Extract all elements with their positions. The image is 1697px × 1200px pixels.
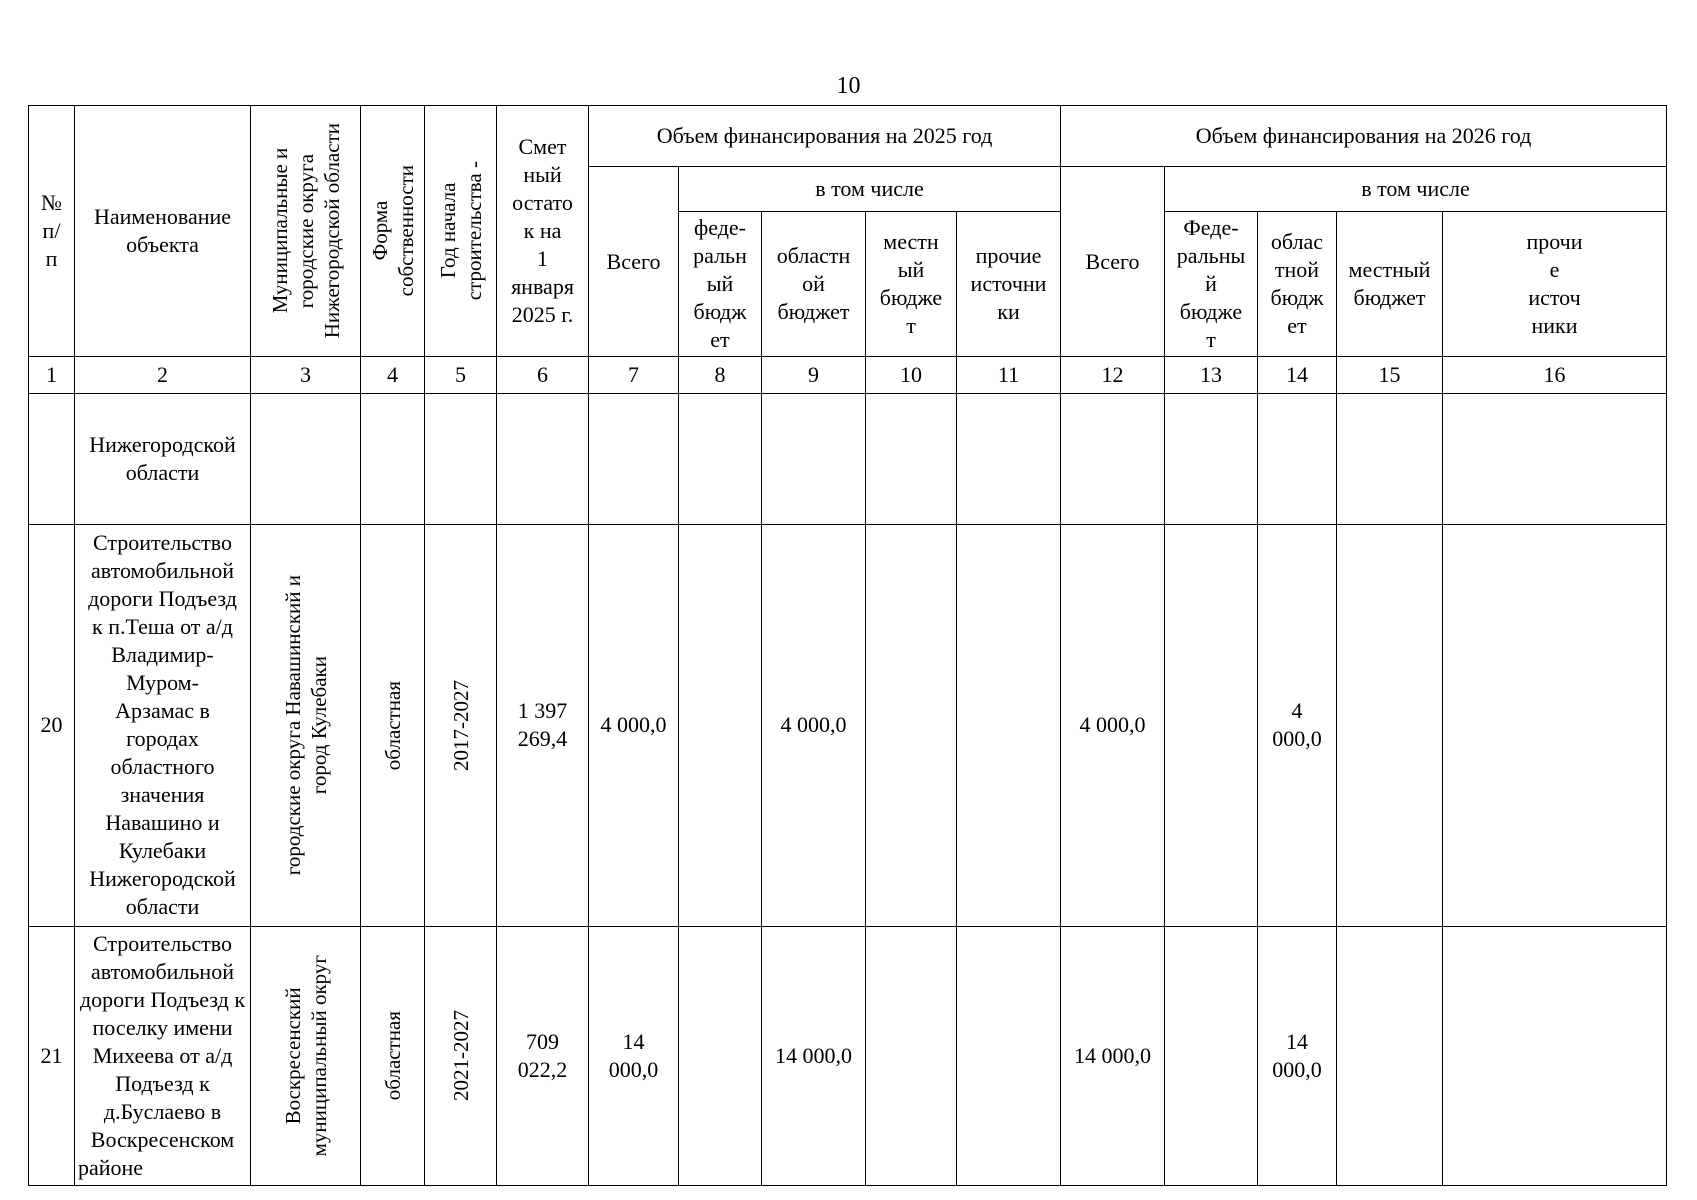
row-oth-2025 xyxy=(957,393,1061,524)
row-reg-2026: 14 000,0 xyxy=(1258,926,1337,1185)
row-reg-2025: 4 000,0 xyxy=(762,524,866,926)
header-total-2025: Всего xyxy=(589,167,679,356)
header-oth-2026: прочи е источ ники xyxy=(1443,212,1667,356)
header-fed-2026: Феде- ральны й бюдже т xyxy=(1165,212,1258,356)
row-reg-2026: 4 000,0 xyxy=(1258,524,1337,926)
row-total-2025: 14 000,0 xyxy=(589,926,679,1185)
row-balance: 709 022,2 xyxy=(497,926,589,1185)
header-incl-2025: в том числе xyxy=(679,167,1061,212)
row-loc-2025 xyxy=(866,926,957,1185)
row-oth-2026 xyxy=(1443,926,1667,1185)
row-oth-2025 xyxy=(957,926,1061,1185)
column-number: 13 xyxy=(1165,356,1258,393)
row-fed-2025 xyxy=(679,524,762,926)
column-number: 16 xyxy=(1443,356,1667,393)
row-total-2026: 4 000,0 xyxy=(1061,524,1165,926)
row-name: Нижегородской области xyxy=(75,393,251,524)
header-ownership: Форма собственности xyxy=(361,106,425,357)
header-reg-2026: облас тной бюдж ет xyxy=(1258,212,1337,356)
column-number: 9 xyxy=(762,356,866,393)
column-number: 10 xyxy=(866,356,957,393)
header-incl-2026: в том числе xyxy=(1165,167,1667,212)
row-ownership: областная xyxy=(361,524,425,926)
row-balance xyxy=(497,393,589,524)
column-number: 6 xyxy=(497,356,589,393)
row-loc-2025 xyxy=(866,393,957,524)
row-reg-2025 xyxy=(762,393,866,524)
row-start-year: 2021-2027 xyxy=(425,926,497,1185)
column-number: 12 xyxy=(1061,356,1165,393)
row-num: 21 xyxy=(29,926,75,1185)
header-oth-2025: прочие источни ки xyxy=(957,212,1061,356)
header-loc-2026: местный бюджет xyxy=(1337,212,1443,356)
header-num: № п/ п xyxy=(29,106,75,357)
row-total-2025 xyxy=(589,393,679,524)
row-oth-2026 xyxy=(1443,524,1667,926)
row-num: 20 xyxy=(29,524,75,926)
row-total-2026 xyxy=(1061,393,1165,524)
row-total-2026: 14 000,0 xyxy=(1061,926,1165,1185)
row-balance: 1 397 269,4 xyxy=(497,524,589,926)
column-number: 8 xyxy=(679,356,762,393)
row-loc-2026 xyxy=(1337,926,1443,1185)
column-number: 2 xyxy=(75,356,251,393)
column-number: 7 xyxy=(589,356,679,393)
row-municipal xyxy=(251,393,361,524)
column-number: 5 xyxy=(425,356,497,393)
header-start-year: Год начала строительства - xyxy=(425,106,497,357)
row-fed-2026 xyxy=(1165,393,1258,524)
column-number: 15 xyxy=(1337,356,1443,393)
page-number: 10 xyxy=(836,73,861,99)
row-loc-2026 xyxy=(1337,524,1443,926)
financing-table xyxy=(28,105,1667,1186)
row-num xyxy=(29,393,75,524)
column-number: 14 xyxy=(1258,356,1337,393)
row-ownership xyxy=(361,393,425,524)
header-loc-2025: местн ый бюдже т xyxy=(866,212,957,356)
row-start-year xyxy=(425,393,497,524)
row-fed-2025 xyxy=(679,926,762,1185)
row-name: Строительство автомобильной дороги Подъезд к п.Теша от а/д Владимир- Муром- Арзамас в городах областного значения Навашино и Кулебаки Нижегородской области xyxy=(75,524,251,926)
header-balance: Смет ный остато к на 1 января 2025 г. xyxy=(497,106,589,357)
row-ownership: областная xyxy=(361,926,425,1185)
row-oth-2025 xyxy=(957,524,1061,926)
header-name: Наименование объекта xyxy=(75,106,251,357)
row-loc-2026 xyxy=(1337,393,1443,524)
row-fed-2025 xyxy=(679,393,762,524)
row-fed-2026 xyxy=(1165,524,1258,926)
header-total-2026: Всего xyxy=(1061,167,1165,356)
table-row xyxy=(29,524,1667,926)
header-fin-2025: Объем финансирования на 2025 год xyxy=(589,106,1061,167)
column-number: 11 xyxy=(957,356,1061,393)
row-total-2025: 4 000,0 xyxy=(589,524,679,926)
header-fin-2026: Объем финансирования на 2026 год xyxy=(1061,106,1667,167)
row-oth-2026 xyxy=(1443,393,1667,524)
header-fed-2025: феде- ральн ый бюдж ет xyxy=(679,212,762,356)
row-name: Строительство автомобильной дороги Подъезд к поселку имени Михеева от а/д Подъезд к д.Буслаево в Воскресенском районе xyxy=(75,926,251,1185)
table-row xyxy=(29,926,1667,1185)
row-fed-2026 xyxy=(1165,926,1258,1185)
header-reg-2025: областн ой бюджет xyxy=(762,212,866,356)
column-number: 4 xyxy=(361,356,425,393)
table-row xyxy=(29,393,1667,524)
column-number-row xyxy=(29,356,1667,393)
row-reg-2025: 14 000,0 xyxy=(762,926,866,1185)
header-municipal: Муниципальные и городские округа Нижегородской области xyxy=(251,106,361,357)
row-start-year: 2017-2027 xyxy=(425,524,497,926)
row-reg-2026 xyxy=(1258,393,1337,524)
column-number: 1 xyxy=(29,356,75,393)
column-number: 3 xyxy=(251,356,361,393)
row-municipal: городские округа Навашинский и город Кулебаки xyxy=(251,524,361,926)
row-loc-2025 xyxy=(866,524,957,926)
row-municipal: Воскресенский муниципальный округ xyxy=(251,926,361,1185)
